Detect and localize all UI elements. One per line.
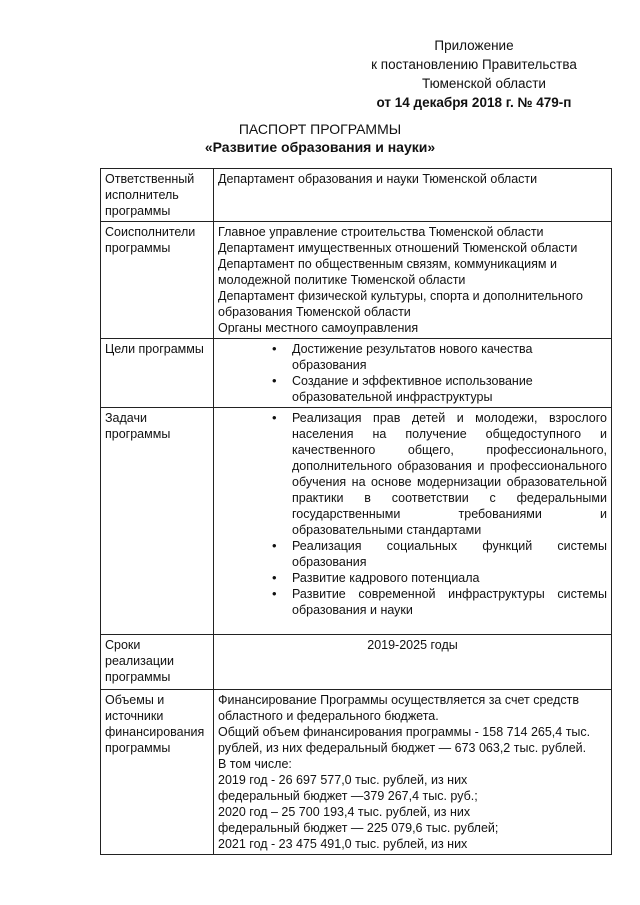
- value-coexecutors: [214, 222, 612, 339]
- list-item: • Реализация прав детей и молодежи, взрослого населения на получение общедоступного и качественного общего, профессионального, дополнительного образования и профессионального обучения на основе модернизации образовательной практики в соответствии с федеральными государственными требованиями и образовательными стандартами: [292, 410, 607, 538]
- value-goals: [214, 339, 612, 408]
- passport-table: [100, 168, 612, 855]
- row-responsible: [101, 169, 612, 222]
- list-item: • Развитие кадрового потенциала: [292, 570, 607, 586]
- value-financing: [214, 690, 612, 855]
- list-item: • Реализация социальных функций системы образования: [292, 538, 607, 570]
- financing-line: Финансирование Программы осуществляется за счет средств областного и федерального бюджета.: [218, 693, 579, 723]
- coexecutor-line: Органы местного самоуправления: [218, 321, 419, 335]
- list-item: • Развитие современной инфраструктуры системы образования и науки: [292, 586, 607, 618]
- value-tasks: [214, 408, 612, 635]
- row-tasks: [101, 408, 612, 635]
- row-terms: [101, 635, 612, 690]
- financing-line: В том числе:: [218, 757, 292, 771]
- financing-line: 2020 год – 25 700 193,4 тыс. рублей, из них: [218, 805, 471, 819]
- coexecutor-line: Департамент имущественных отношений Тюменской области: [218, 241, 578, 255]
- list-item: • Достижение результатов нового качества образования: [292, 341, 607, 373]
- goals-list: [218, 341, 607, 405]
- document-heading: [0, 120, 640, 156]
- tasks-list: [218, 410, 607, 618]
- list-item: • Создание и эффективное использование образовательной инфраструктуры: [292, 373, 607, 405]
- coexecutor-line: Главное управление строительства Тюменской области: [218, 225, 544, 239]
- appendix-header: [344, 36, 604, 112]
- financing-line: федеральный бюджет — 225 079,6 тыс. рублей;: [218, 821, 499, 835]
- financing-line: 2019 год - 26 697 577,0 тыс. рублей, из них: [218, 773, 468, 787]
- label-responsible: Ответственный исполнитель программы: [101, 169, 214, 222]
- value-responsible: Департамент образования и науки Тюменской области: [214, 169, 612, 222]
- coexecutor-line: Департамент физической культуры, спорта и дополнительного образования Тюменской области: [218, 289, 583, 319]
- document-title: ПАСПОРТ ПРОГРАММЫ: [238, 121, 402, 137]
- appendix-line-2: к постановлению Правительства: [371, 57, 577, 72]
- label-terms: Сроки реализации программы: [101, 635, 214, 690]
- appendix-decree-number: от 14 декабря 2018 г. № 479-п: [376, 95, 572, 110]
- financing-line: федеральный бюджет —379 267,4 тыс. руб.;: [218, 789, 478, 803]
- label-coexecutors: Соисполнители программы: [101, 222, 214, 339]
- value-terms: 2019-2025 годы: [214, 635, 612, 690]
- financing-line: 2021 год - 23 475 491,0 тыс. рублей, из них: [218, 837, 468, 851]
- row-financing: [101, 690, 612, 855]
- label-goals: Цели программы: [101, 339, 214, 408]
- appendix-line-1: Приложение: [434, 38, 514, 53]
- row-coexecutors: [101, 222, 612, 339]
- financing-line: Общий объем финансирования программы - 158 714 265,4 тыс. рублей, из них федеральный бюджет — 673 063,2 тыс. рублей.: [218, 725, 591, 755]
- program-name: «Развитие образования и науки»: [204, 139, 436, 155]
- appendix-line-3: Тюменской области: [422, 76, 546, 91]
- label-tasks: Задачи программы: [101, 408, 214, 635]
- coexecutor-line: Департамент по общественным связям, коммуникациям и молодежной политике Тюменской области: [218, 257, 557, 287]
- label-financing: Объемы и источники финансирования программы: [101, 690, 214, 855]
- row-goals: [101, 339, 612, 408]
